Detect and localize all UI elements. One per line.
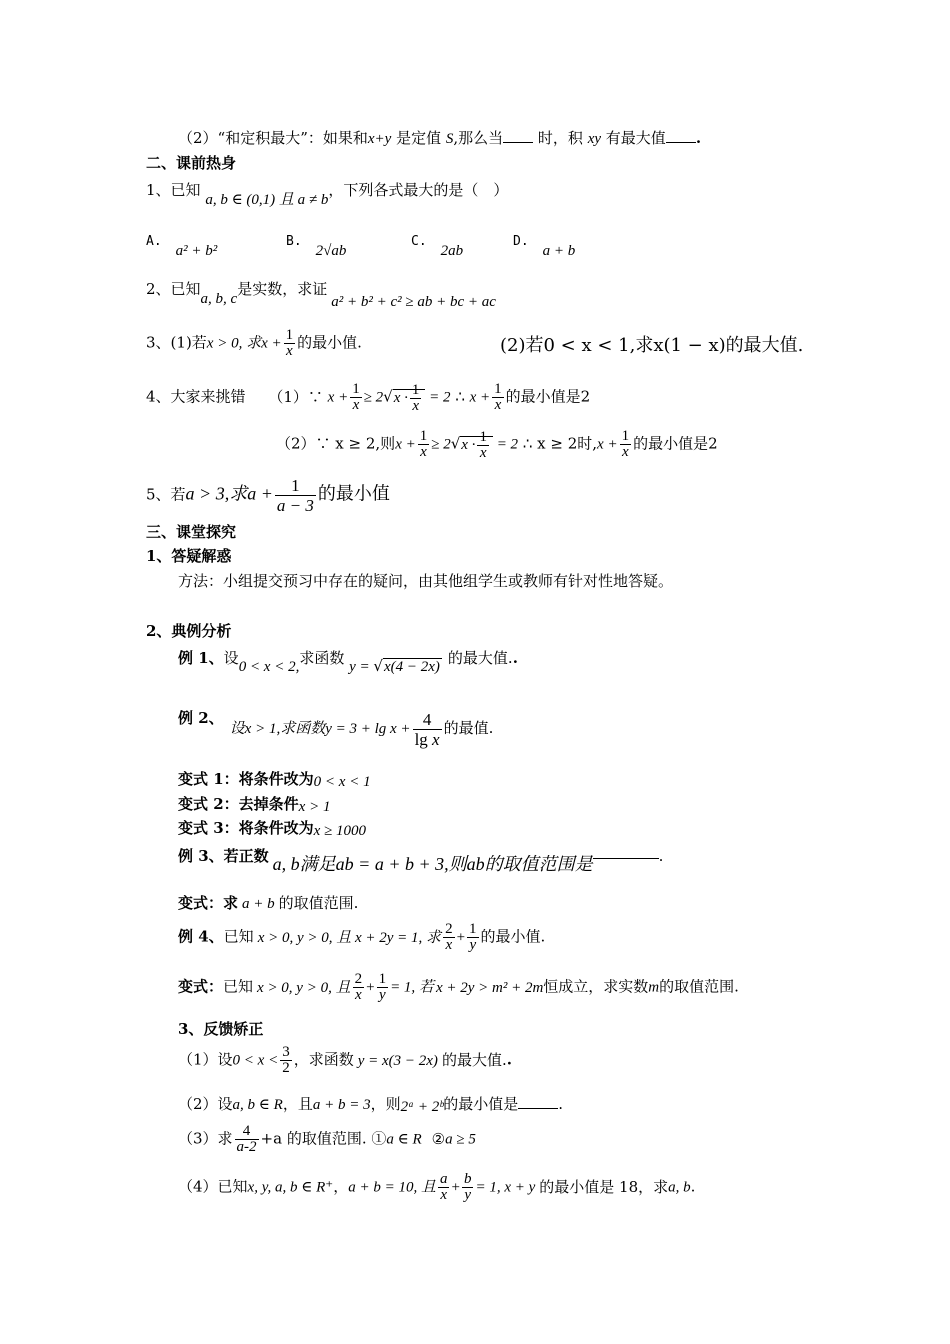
variant-label: 变式：: [178, 977, 224, 996]
fraction: $\frac{1}{y}$: [378, 971, 387, 1003]
fraction: $\frac{1}{a - 3}$: [276, 476, 314, 515]
option-expr: 2ab: [440, 243, 464, 259]
fraction: $\frac{1}{y}$: [469, 921, 477, 953]
method-text: 方法：小组提交预习中存在的疑问，由其他组学生或教师有针对性地答疑。: [178, 572, 674, 590]
condition: x > 0, y > 0, 且: [257, 979, 351, 996]
math-text: x +: [261, 335, 282, 352]
text: 是实数，求证: [237, 280, 328, 298]
question-4-line-1: 4、大家来挑错 （1）∵ x + $\frac{1}{x}$ ≥ 2√x · $\frac{1}{x}$ = 2 ∴ x + $\frac{1}{x}$ 的最小值是2: [146, 381, 591, 414]
text: .: [690, 1177, 696, 1196]
variant-1: [178, 769, 371, 790]
text: ,那么当: [453, 129, 504, 147]
text: 的最大值.: [447, 649, 513, 667]
answer-blank[interactable]: [666, 128, 696, 143]
text: （2）∵ x ≥ 2,则: [276, 434, 396, 453]
fraction: $\frac{4}{\text{lg x}}$: [414, 709, 440, 749]
text: 1、已知: [146, 181, 201, 199]
text: 的取值范围.: [659, 977, 739, 996]
question-3: [146, 328, 362, 368]
text: （2）“和定积最大”：如果和: [178, 129, 368, 147]
text: ∴ x ≥ 2时,: [522, 434, 598, 453]
expression: 2ᵃ + 2ᵇ: [400, 1099, 444, 1115]
option-label: D.: [513, 234, 529, 249]
feedback-4: （4）已知x, y, a, b ∈ R⁺，a + b = 10, 且 $\frac{a}{x}$ + $\frac{b}{y}$ = 1, x + y 的最小值是 18，求a, b.: [178, 1171, 696, 1203]
math-text: = 1, 若: [390, 979, 434, 996]
math-text: a + b: [242, 896, 275, 912]
example-3: [178, 845, 664, 874]
equation: = 1, x + y: [475, 1179, 536, 1196]
answer-blank[interactable]: [518, 1094, 558, 1109]
text: 的最小值: [317, 483, 390, 505]
subsection-title: 1、答疑解惑: [146, 547, 232, 565]
variant-label: 变式：求: [178, 894, 239, 912]
variant-sum: [178, 893, 358, 914]
text: 的最小值是2: [633, 434, 718, 453]
condition: a, b ∈ R: [232, 1097, 283, 1113]
variant-label: 变式 3：将条件改为: [178, 819, 314, 837]
text: （1）设: [178, 1050, 233, 1069]
equation: a + b = 3: [312, 1097, 371, 1113]
text: ∴: [455, 387, 465, 406]
text: （1）∵: [268, 387, 323, 406]
text: 的最小值是 18，求: [539, 1177, 669, 1196]
example-1: 例 1、设0 < x < 2,求函数 y = √x(4 − 2x) 的最大值..: [178, 649, 518, 675]
option-expr: a + b: [542, 243, 576, 259]
text: 的最小值是: [443, 1095, 519, 1113]
text: 的最大值.: [441, 1050, 507, 1069]
option-d[interactable]: [513, 232, 575, 261]
variant-2: [178, 794, 330, 815]
text: 已知: [223, 927, 254, 946]
text: 时，积: [533, 129, 588, 147]
fraction: $\frac{2}{x}$: [354, 971, 363, 1003]
math-text: a, b满足ab = a + b + 3,则ab的取值范围是: [272, 854, 593, 874]
variant-label: 变式 2：去掉条件: [178, 795, 299, 813]
feedback-3: [178, 1124, 476, 1166]
feedback-1: （1）设0 < x < $\frac{3}{2}$ ，求函数 y = x(3 − 2x) 的最大值..: [178, 1044, 512, 1076]
condition: x ≥ 1000: [313, 823, 367, 839]
example-label: 例 3、若正数: [178, 847, 269, 865]
text: 设: [223, 649, 239, 667]
question-5: 5、若a > 3,求a + $\frac{1}{a - 3}$ 的最小值: [146, 476, 390, 515]
text: ，求函数: [293, 1050, 354, 1069]
subsection-title: 3、反馈矫正: [178, 1020, 264, 1038]
example-2: [178, 708, 493, 752]
question-1: [146, 180, 509, 208]
fraction: $\frac{b}{y}$: [463, 1171, 472, 1203]
function: y = x(3 − 2x): [357, 1052, 438, 1069]
text: 的最小值是2: [505, 387, 591, 406]
option-b[interactable]: [286, 232, 411, 261]
math-text: a, b: [668, 1179, 691, 1196]
text: ，: [333, 1177, 349, 1196]
text: 的最小值.: [297, 333, 362, 352]
variant-label: 变式 1：将条件改为: [178, 770, 314, 788]
math-text: a, b, c: [200, 291, 238, 307]
math-text: x > 0, 求: [206, 335, 262, 352]
condition: a ≥ 5: [445, 1131, 476, 1148]
text: .: [558, 1095, 564, 1113]
text: 4、大家来挑错: [146, 387, 246, 406]
answer-blank[interactable]: [593, 844, 659, 859]
condition: x > 0, y > 0, 且 x + 2y = 1, 求: [257, 929, 442, 946]
condition: 0 < x < 2,: [238, 659, 300, 675]
fraction: $\frac{1}{x}$: [352, 381, 360, 413]
text: （2）设: [178, 1095, 233, 1113]
fraction: $\frac{2}{x}$: [445, 921, 453, 953]
math-text: x+y: [367, 131, 392, 147]
feedback-2: [178, 1094, 563, 1115]
section-title: 三、课堂探究: [146, 523, 237, 541]
fraction: $\frac{4}{a-2}$: [236, 1123, 257, 1155]
text: 恒成立，求实数: [543, 977, 649, 996]
math-text: a > 3,求: [185, 483, 248, 504]
condition: 0 < x < 1: [313, 774, 371, 790]
example-label: 例 2、: [178, 709, 224, 727]
math-text: xy: [587, 131, 602, 147]
text: （4）已知: [178, 1177, 248, 1196]
inequality: a² + b² + c² ≥ ab + bc + ac: [331, 294, 496, 310]
text: ，则: [370, 1095, 401, 1113]
option-label: A.: [146, 234, 162, 249]
option-expr: a² + b²: [175, 243, 218, 259]
math-text: 设x > 1,求函数y = 3 + lg x +: [229, 721, 411, 737]
option-label: B.: [286, 234, 302, 249]
text: 是定值: [391, 129, 446, 147]
text: 已知: [223, 977, 254, 996]
text: 有最大值: [601, 129, 666, 147]
fraction: $\frac{1}{x}$: [494, 381, 502, 413]
text: 求函数: [299, 649, 345, 667]
fraction: $\frac{a}{x}$: [439, 1171, 448, 1203]
equation: a + b = 10, 且: [348, 1179, 436, 1196]
fraction: $\frac{1}{x}$: [419, 428, 428, 460]
condition: x > 1: [298, 799, 331, 815]
question-4-line-2: （2）∵ x ≥ 2,则x + $\frac{1}{x}$ ≥ 2√x · $\frac{1}{x}$ = 2 ∴ x ≥ 2时,x + $\frac{1}{x}$ 的最小值是2: [276, 428, 718, 461]
option-a[interactable]: [146, 232, 286, 261]
condition: a ∈ R: [386, 1131, 422, 1148]
fraction: $\frac{3}{2}$: [282, 1044, 290, 1076]
text: 3、(1)若: [146, 333, 207, 352]
option-expr: 2√ab: [315, 243, 347, 259]
fraction: $\frac{1}{x}$: [285, 327, 294, 359]
option-label: C.: [411, 234, 427, 249]
text: 5、若: [146, 485, 186, 504]
fraction: $\frac{1}{x}$: [621, 428, 630, 460]
text: 的最小值.: [480, 927, 546, 946]
variant-3: [178, 818, 366, 839]
text: ，下列各式最大的是（ ）: [328, 181, 509, 199]
example-label: 例 1、: [178, 649, 224, 667]
example-label: 例 4、: [178, 927, 224, 946]
text: 2、已知: [146, 280, 201, 298]
variant-inequality: 变式：已知 x > 0, y > 0, 且 $\frac{2}{x}$ + $\frac{1}{y}$ = 1, 若 x + 2y > m² + 2m恒成立，求实数m的取值范围.: [178, 971, 739, 1003]
text: （3）求: [178, 1129, 233, 1148]
options-row: [146, 232, 575, 261]
math-text: S: [445, 131, 454, 147]
text: .: [658, 847, 664, 865]
text: ，且: [282, 1095, 313, 1113]
condition: x, y, a, b ∈ R⁺: [247, 1179, 334, 1196]
section-title: 二、课前热身: [146, 154, 237, 172]
text: 的最值.: [443, 719, 494, 737]
condition: 0 < x <: [232, 1052, 279, 1069]
math-text: m: [648, 979, 660, 996]
option-c[interactable]: [411, 232, 513, 261]
question-2: [146, 279, 496, 310]
example-4: 例 4、已知 x > 0, y > 0, 且 x + 2y = 1, 求 $\frac{2}{x}$ + $\frac{1}{y}$ 的最小值.: [178, 921, 546, 953]
sum-product-max-line: （2）“和定积最大”：如果和x+y 是定值 S,那么当 时，积 xy 有最大值 .: [178, 129, 702, 147]
condition: a, b ∈ (0,1) 且 a ≠ b: [205, 192, 329, 208]
answer-blank[interactable]: [503, 128, 533, 143]
text: ②: [431, 1129, 446, 1148]
text: +a 的取值范围. ①: [260, 1129, 387, 1148]
text: 的取值范围.: [278, 894, 359, 912]
question-3-part-2: (2)若0 < x < 1,求x(1 − x)的最大值.: [500, 335, 804, 356]
subsection-title: 2、典例分析: [146, 622, 232, 640]
inequality: x + 2y > m² + 2m: [435, 979, 544, 996]
